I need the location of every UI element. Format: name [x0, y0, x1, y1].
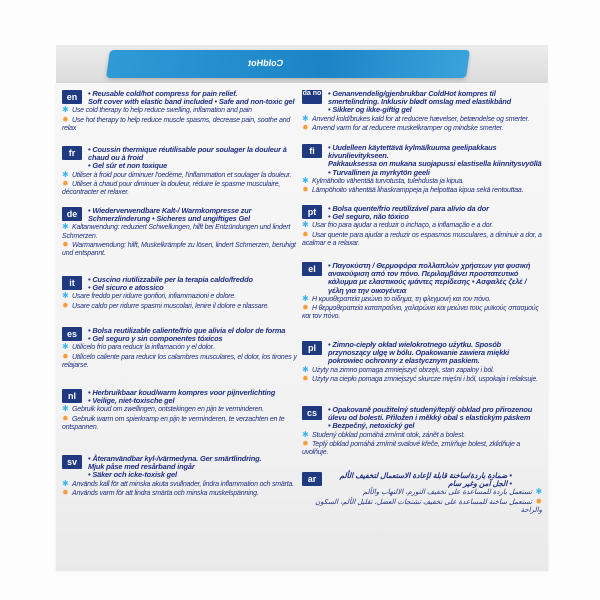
language-badge: sv — [62, 455, 82, 469]
sun-icon: ✹ — [62, 487, 69, 497]
sun-icon: ✹ — [62, 178, 69, 188]
product-claim: • Sikker og ikke-giftig gel — [328, 105, 412, 115]
cold-therapy-line — [62, 480, 302, 489]
snowflake-icon: ✱ — [302, 175, 309, 185]
product-claim: • Uudelleen käytettävä kylmä/kuuma geelipakkaus kivunlievitykseen. — [328, 143, 497, 161]
product-claim: • Coussin thermique réutilisable pour soulager la douleur à chaud ou à froid — [88, 145, 287, 163]
product-claim: • Wiederverwendbare Kalt-/ Warmkompresse zur — [88, 206, 252, 215]
hot-therapy-text: Użyty na ciepło pomaga zmniejszyć skurcze mięśni i ból, uspokaja i relaksuje. — [312, 375, 538, 383]
hot-therapy-line — [62, 353, 302, 370]
language-badge: el — [302, 262, 322, 276]
snowflake-icon: ✱ — [62, 342, 69, 352]
cold-therapy-line — [62, 343, 302, 352]
hot-therapy-text: Use hot therapy to help reduce muscle spasms, decrease pain, soothe and relax — [62, 116, 291, 132]
product-claim: • Bolsa reutilizable caliente/frío que alivia el dolor de forma — [88, 326, 286, 335]
language-badge: da no — [302, 90, 322, 104]
language-badge: nl — [62, 389, 82, 403]
language-section-cs — [302, 406, 542, 457]
cold-therapy-text: Usar frio para ajudar a reduzir o inchaço, a inflamação e a dor. — [312, 222, 494, 230]
product-claim: • Veilige, niet-toxische gel — [88, 396, 175, 406]
cold-therapy-text: Use cold therapy to help reduce swelling, inflamation and pain — [72, 107, 252, 115]
product-claim: • Återanvändbar kyl-/värmedyna. Ger smärtlindring. — [88, 454, 262, 463]
hot-therapy-line — [302, 375, 542, 384]
language-section-nl — [62, 389, 302, 432]
cold-therapy-text: Kylmähoito vähentää turvotusta, tulehdusta ja kipua. — [312, 177, 464, 185]
hot-therapy-text: Warmanwendung: hilft, Muskelkrämpfe zu lösen, lindert Schmerzen, beruhigt und entspannt. — [62, 241, 296, 258]
hot-therapy-line — [302, 231, 542, 248]
cold-therapy-text: Används kall för att minska akuta svullnader, lindra inflammation och smärta. — [72, 480, 294, 488]
product-claim: • Herbruikbaar koud/warm kompres voor pijnverlichting — [88, 388, 276, 397]
snowflake-icon: ✱ — [302, 364, 309, 374]
sun-icon: ✹ — [62, 413, 69, 423]
product-claim: Pakkauksessa on mukana suojapussi elastisella kiinnitysvyöllä — [328, 159, 542, 169]
gel-pack-image — [106, 50, 470, 78]
language-section-el — [302, 262, 542, 321]
package-label: ColdHot — [247, 58, 284, 68]
cold-therapy-line — [62, 292, 302, 301]
language-section-sv — [62, 455, 302, 498]
product-claim: • Cuscino riutilizzabile per la terapia caldo/freddo — [88, 275, 253, 284]
cold-therapy-line — [62, 405, 302, 414]
language-badge: it — [62, 276, 82, 290]
sun-icon: ✹ — [302, 229, 309, 239]
hot-therapy-line — [62, 241, 302, 258]
sun-icon: ✹ — [302, 438, 309, 448]
hot-therapy-text: Anvend varm for at reducere muskelkramper og mindske smerter. — [312, 124, 504, 132]
language-section-ar — [302, 472, 542, 515]
language-badge: pt — [302, 205, 322, 219]
snowflake-icon: ✱ — [302, 220, 309, 230]
hot-therapy-line — [302, 124, 542, 133]
cold-therapy-line — [62, 171, 302, 180]
sun-icon: ✹ — [62, 300, 69, 310]
product-claim: • Gel seguro y sin componentes tóxicos — [88, 334, 223, 344]
cold-therapy-text: Utiliser à froid pour diminuer l'oedème, l'inflammation et soulager la douleur. — [72, 171, 292, 179]
language-section-es — [62, 327, 302, 370]
product-claim: • Gel sûr et non toxique — [88, 161, 168, 171]
hot-therapy-line — [302, 186, 542, 195]
product-claim: • Zimno-ciepły okład wielokrotnego użytku. Sposób przynoszący ulgę w bólu. Opakowanie zawiera miękki pokrowiec ochronny z elastycznym paskiem. — [328, 340, 510, 366]
product-claim: • Gel sicuro e atossico — [88, 283, 164, 293]
language-badge: es — [62, 327, 82, 341]
product-claim: • Reusable cold/hot compress for pain relief. — [88, 89, 238, 98]
sun-icon: ✹ — [302, 185, 309, 195]
cold-therapy-line — [62, 106, 302, 115]
cold-therapy-text: Kaltanwendung: reduziert Schwellungen, hilft bei Entzündungen und lindert Schmerzen. — [62, 224, 291, 240]
language-badge: en — [62, 90, 82, 104]
snowflake-icon: ✱ — [535, 487, 542, 497]
cold-therapy-text: Anvend kold/brukes kald for at reducere hævelser, betændelse og smerter. — [312, 115, 530, 123]
cold-therapy-text: Studený obklad pomáhá zmírnit otok, zánět a bolest. — [312, 431, 465, 439]
hot-therapy-text: Utiliser à chaud pour diminuer la douleur, réduire le spasme musculaire, décontracter et relaxer. — [62, 180, 281, 197]
cold-therapy-text: Gebruik koud om zwellingen, ontstekingen en pijn te verminderen. — [72, 406, 264, 414]
language-section-en — [62, 90, 302, 133]
product-claim: • Opakovaně použitelný studený/teplý obklad pro přirozenou úlevu od bolesti. Přiložen i měkký obal s elastickým páskem — [328, 405, 533, 423]
product-claim: • Bolsa quente/frio reutilizável para alívio da dor — [328, 204, 489, 213]
hot-therapy-text: Lämpöhoito vähentää lihaskramppeja ja helpottaa kipua sekä rentouttaa. — [312, 187, 524, 195]
product-claim: • Gel seguro, não tóxico — [328, 212, 409, 222]
product-claim: Mjuk påse med resårband ingår — [88, 462, 195, 472]
cold-therapy-line — [62, 223, 302, 240]
cold-therapy-line — [302, 115, 542, 124]
snowflake-icon: ✱ — [62, 291, 69, 301]
hot-therapy-text: Teplý obklad pomáhá zmírnit svalové křeče, zmírňuje bolest, zklidňuje a uvolňuje. — [302, 440, 521, 457]
product-claim: Schmerzlinderung • Sicheres und ungiftiges Gel — [88, 214, 251, 224]
product-claim: • Turvallinen ja myrkytön geeli — [328, 167, 430, 177]
hot-therapy-text: Η θερμοθεραπεία καταπραΰνει, χαλαρώνει και μειώνει τους μυϊκούς σπασμούς και τον πόνο. — [302, 305, 539, 321]
hot-therapy-line — [62, 415, 302, 432]
cold-therapy-text: Usare freddo per ridurre gonfiori, infiammazioni e dolore. — [72, 293, 236, 301]
product-claim: • Genanvendelig/gjenbrukbar ColdHot kompres til — [328, 89, 496, 98]
cold-therapy-text: تستعمل باردة للمساعدة على تخفيف التورم، الالتهاب والألم — [362, 489, 532, 497]
hot-therapy-text: Gebruik warm om spierkramp en pijn te verminderen, te verzachten en te ontspannen. — [62, 415, 285, 431]
snowflake-icon: ✱ — [62, 478, 69, 488]
language-badge: cs — [302, 406, 322, 420]
hot-therapy-line — [302, 304, 542, 321]
cold-therapy-line — [302, 177, 542, 186]
sun-icon: ✹ — [62, 351, 69, 361]
product-claim: smertelindring. Inklusiv blødt omslag med elastikbånd — [328, 97, 512, 107]
cold-therapy-line — [302, 488, 542, 497]
snowflake-icon: ✱ — [302, 113, 309, 123]
snowflake-icon: ✱ — [62, 404, 69, 414]
hot-therapy-line — [302, 498, 542, 515]
sun-icon: ✹ — [302, 122, 309, 132]
snowflake-icon: ✱ — [62, 222, 69, 232]
cold-therapy-line — [302, 431, 542, 440]
language-badge: fi — [302, 144, 322, 158]
snowflake-icon: ✱ — [62, 169, 69, 179]
cold-therapy-line — [302, 221, 542, 230]
snowflake-icon: ✱ — [302, 293, 309, 303]
sun-icon: ✹ — [62, 114, 69, 124]
sun-icon: ✹ — [302, 373, 309, 383]
product-claim: • Säker och icke-toxisk gel — [88, 470, 177, 480]
product-claim: • ضمادة باردة/ساخنة قابلة لإعادة الاستعمال لتخفيف الألم — [339, 471, 512, 480]
language-section-pt — [302, 205, 542, 248]
hot-therapy-line — [302, 440, 542, 457]
cold-therapy-line — [302, 366, 542, 375]
cold-therapy-text: Użyty na zimno pomaga zmniejszyć obrzęk, stan zapalny i ból. — [312, 366, 495, 374]
cold-therapy-text: Η κρυοθεραπεία μειώνει το οίδημα, τη φλεγμονή και τον πόνο. — [312, 295, 491, 303]
language-section-pl — [302, 341, 542, 384]
hot-therapy-line — [62, 489, 302, 498]
product-claim: • الجل آمن وغير سام — [448, 479, 512, 489]
language-section-fi — [302, 144, 542, 195]
product-claim: • Παγοκύστη / Θερμοφόρα πολλαπλών χρήσεων για φυσική ανακούφιση από τον πόνο. Περιλαμβάνει προστατευτικό κάλυμμα με ελαστικούς ιμάντες περίδεσης • Ασφαλές ζελέ / γέλη για την οικογένεια — [328, 261, 531, 295]
language-badge: ar — [302, 472, 322, 486]
language-badge: fr — [62, 146, 82, 160]
sun-icon: ✹ — [62, 239, 69, 249]
language-badge: pl — [302, 341, 322, 355]
cold-therapy-line — [302, 295, 542, 304]
hot-therapy-line — [62, 180, 302, 197]
product-claim: Soft cover with elastic band included • Safe and non-toxic gel — [88, 97, 295, 107]
language-section-da-no — [302, 90, 542, 133]
cold-therapy-text: Utilícelo frío para reducir la inflamación y el dolor. — [72, 344, 215, 352]
sun-icon: ✹ — [535, 496, 542, 506]
language-badge: de — [62, 207, 82, 221]
hot-therapy-text: تستعمل ساخنة للمساعدة على تخفيف تشنجات العضل، تقليل الألم، السكون والراحة — [315, 498, 542, 514]
product-claim: • Bezpečný, netoxický gel — [328, 421, 415, 431]
hot-therapy-line — [62, 302, 302, 311]
hot-therapy-line — [62, 116, 302, 133]
sun-icon: ✹ — [302, 303, 309, 313]
hot-therapy-text: Usare caldo per ridurre spasmi muscolari, lenire il dolore e rilassare. — [72, 302, 270, 310]
language-section-de — [62, 207, 302, 258]
language-section-it — [62, 276, 302, 311]
language-section-fr — [62, 146, 302, 197]
snowflake-icon: ✱ — [302, 429, 309, 439]
hot-therapy-text: Utilícelo caliente para reducir los calambres musculares, el dolor, los tirones y relajarse. — [62, 353, 297, 369]
snowflake-icon: ✱ — [62, 105, 69, 115]
hot-therapy-text: Används varm för att lindra smärta och minska muskelspänning. — [72, 489, 259, 497]
hot-therapy-text: Usar quente para ajudar a reduzir os espasmos musculares, a diminuir a dor, a acalmar e a relaxar. — [302, 231, 542, 247]
